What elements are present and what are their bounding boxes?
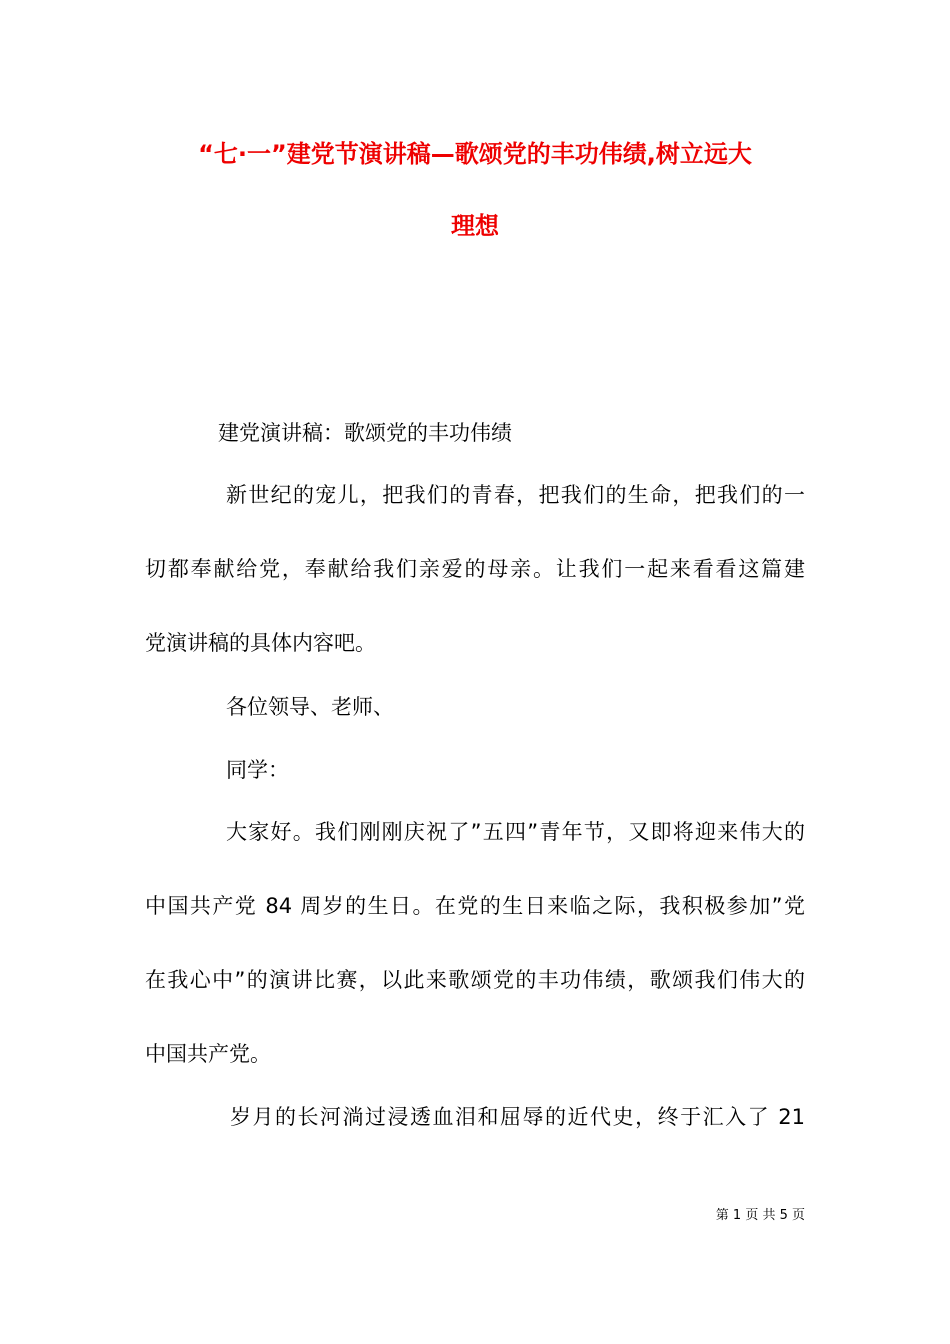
body-line: 中国共产党 84 周岁的生日。在党的生日来临之际，我积极参加”党 — [145, 894, 805, 918]
body-line: 岁月的长河淌过浸透血泪和屈辱的近代史，终于汇入了 21 — [230, 1105, 805, 1129]
body-line: 同学： — [226, 758, 289, 782]
body-line: 大家好。我们刚刚庆祝了”五四”青年节，又即将迎来伟大的 — [226, 820, 805, 844]
body-line: 党演讲稿的具体内容吧。 — [145, 631, 376, 655]
body-line-subtitle: 建党演讲稿：歌颂党的丰功伟绩 — [218, 421, 512, 445]
document-title-line-2: 理想 — [451, 212, 499, 240]
document-title-line-1: “七·一”建党节演讲稿—歌颂党的丰功伟绩,树立远大 — [198, 140, 752, 168]
body-line: 切都奉献给党，奉献给我们亲爱的母亲。让我们一起来看看这篇建 — [145, 557, 805, 581]
body-line: 各位领导、老师、 — [226, 695, 394, 719]
page-number-footer: 第 1 页 共 5 页 — [715, 1208, 805, 1223]
body-line: 中国共产党。 — [145, 1042, 271, 1066]
body-line: 在我心中”的演讲比赛，以此来歌颂党的丰功伟绩，歌颂我们伟大的 — [145, 968, 805, 992]
body-line: 新世纪的宠儿，把我们的青春，把我们的生命，把我们的一 — [226, 483, 805, 507]
